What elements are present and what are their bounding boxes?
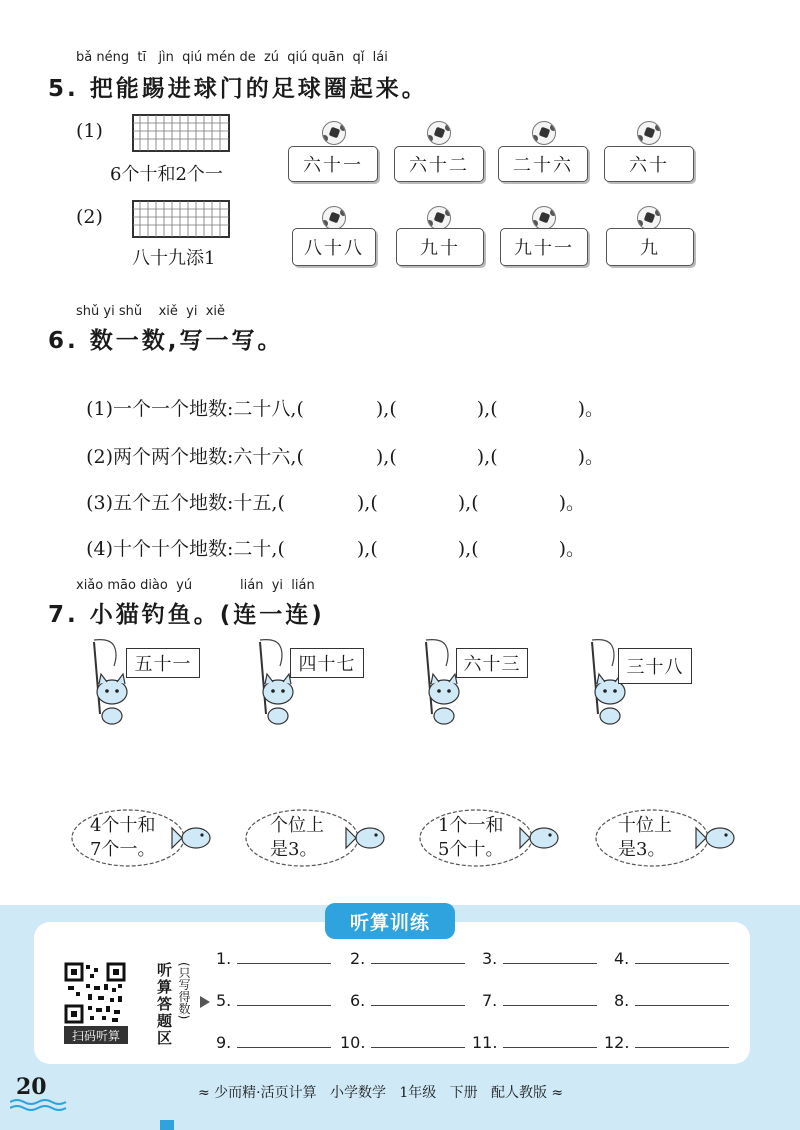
q5-row2-option-3[interactable]: 九十一 — [500, 228, 588, 266]
answer-item-10-number: 10. — [340, 1033, 366, 1052]
fish-3-line1: 1个一和 — [438, 815, 504, 836]
q6-line2-prefix: (2)两个两个地数:六十六,( — [86, 446, 304, 468]
answer-item-8[interactable] — [614, 991, 729, 1010]
fish-1-line1: 4个十和 — [90, 815, 156, 836]
soccer-ball-icon — [427, 206, 451, 230]
page-number: 20 — [16, 1074, 47, 1100]
soccer-ball-icon — [322, 121, 346, 145]
q5-row1-option-2[interactable]: 六十二 — [394, 146, 484, 182]
q6-line4-sep2: ),( — [457, 538, 479, 560]
answer-zone-note: (只写得数) — [177, 962, 191, 1020]
q7-pinyin-2: lián yi lián — [240, 578, 315, 593]
fish-4-line1: 十位上 — [618, 815, 672, 836]
goal-icon — [132, 114, 230, 152]
cat-sign-1[interactable]: 五十一 — [126, 648, 200, 678]
fish-4-line2: 是3。 — [618, 839, 666, 860]
answer-item-3[interactable] — [482, 949, 597, 968]
q6-pinyin: shǔ yi shǔ xiě yi xiě — [76, 304, 226, 319]
goal-icon — [132, 200, 230, 238]
answer-item-10[interactable] — [340, 1033, 465, 1052]
answer-item-6-number: 6. — [350, 991, 366, 1010]
q6-line2 — [74, 420, 604, 469]
answer-item-3-number: 3. — [482, 949, 498, 968]
cat-sign-4[interactable]: 三十八 — [618, 648, 692, 684]
answer-item-2-number: 2. — [350, 949, 366, 968]
answer-item-11-number: 11. — [472, 1033, 498, 1052]
soccer-ball-icon — [322, 206, 346, 230]
answer-item-4-number: 4. — [614, 949, 630, 968]
q6-line1-end: )。 — [577, 398, 605, 420]
q6-line4 — [74, 512, 585, 561]
q5-row1-option-4[interactable]: 六十 — [604, 146, 694, 182]
fish-2-line1: 个位上 — [270, 815, 324, 836]
q5-row2-number: (2) — [76, 206, 103, 228]
fish-1-text[interactable] — [90, 814, 155, 862]
fish-3-text[interactable] — [438, 814, 503, 862]
q5-row2-option-4[interactable]: 九 — [606, 228, 694, 266]
answer-item-2[interactable] — [350, 949, 465, 968]
listening-tab-title: 听算训练 — [325, 903, 455, 939]
soccer-ball-icon — [427, 121, 451, 145]
q7-title: 7. 小猫钓鱼。(连一连) — [48, 602, 325, 628]
answer-item-12-number: 12. — [604, 1033, 630, 1052]
answer-item-11[interactable] — [472, 1033, 597, 1052]
answer-zone-label: 听算答题区 — [155, 962, 173, 1047]
q6-line2-end: )。 — [577, 446, 605, 468]
q5-row1-option-1[interactable]: 六十一 — [288, 146, 378, 182]
q6-line3-sep1: ),( — [356, 492, 378, 514]
footer-text: ≈ 少而精·活页计算 小学数学 1年级 下册 配人教版 ≈ — [198, 1085, 564, 1101]
q6-title: 6. 数一数,写一写。 — [48, 328, 284, 354]
q6-line1-sep2: ),( — [476, 398, 498, 420]
footer-tab-mark — [160, 1120, 174, 1130]
q6-line4-prefix: (4)十个十个地数:二十,( — [86, 538, 285, 560]
answer-item-1-number: 1. — [216, 949, 232, 968]
answer-item-9[interactable] — [216, 1033, 331, 1052]
answer-item-1[interactable] — [216, 949, 331, 968]
qr-label: 扫码听算 — [64, 1026, 128, 1044]
cat-fishing-icon — [74, 636, 134, 726]
q6-line3-end: )。 — [558, 492, 586, 514]
soccer-ball-icon — [637, 121, 661, 145]
q6-line1-prefix: (1)一个一个地数:二十八,( — [86, 398, 304, 420]
q6-line2-sep1: ),( — [375, 446, 397, 468]
q5-row2-option-1[interactable]: 八十八 — [292, 228, 376, 266]
answer-item-4[interactable] — [614, 949, 729, 968]
qr-code-icon[interactable] — [64, 962, 126, 1024]
cat-sign-3[interactable]: 六十三 — [456, 648, 528, 678]
soccer-ball-icon — [532, 206, 556, 230]
q5-row2-description: 八十九添1 — [132, 248, 216, 269]
q6-line2-sep2: ),( — [476, 446, 498, 468]
q6-line4-end: )。 — [558, 538, 586, 560]
q5-row2-option-2[interactable]: 九十 — [396, 228, 484, 266]
q6-line3-sep2: ),( — [457, 492, 479, 514]
q5-row1-number: (1) — [76, 120, 103, 142]
answer-item-6[interactable] — [350, 991, 465, 1010]
arrow-right-icon — [199, 995, 211, 1009]
soccer-ball-icon — [532, 121, 556, 145]
answer-item-5[interactable] — [216, 991, 331, 1010]
answer-item-12[interactable] — [604, 1033, 729, 1052]
q6-line4-sep1: ),( — [356, 538, 378, 560]
q5-title: 5. 把能踢进球门的足球圈起来。 — [48, 76, 428, 102]
cat-sign-2[interactable]: 四十七 — [290, 648, 364, 678]
answer-item-8-number: 8. — [614, 991, 630, 1010]
wave-decoration-icon — [10, 1098, 70, 1112]
q5-row1-description: 6个十和2个一 — [110, 164, 223, 185]
answer-item-7-number: 7. — [482, 991, 498, 1010]
fish-3-line2: 5个十。 — [438, 839, 504, 860]
q6-line3 — [74, 466, 585, 515]
q6-line3-prefix: (3)五个五个地数:十五,( — [86, 492, 285, 514]
q6-line1 — [74, 372, 604, 421]
q7-pinyin-1: xiǎo māo diào yú — [76, 578, 193, 593]
fish-2-line2: 是3。 — [270, 839, 318, 860]
soccer-ball-icon — [637, 206, 661, 230]
q5-pinyin: bǎ néng tī jìn qiú mén de zú qiú quān qǐ lái — [76, 50, 388, 65]
answer-item-5-number: 5. — [216, 991, 232, 1010]
fish-4-text[interactable] — [618, 814, 672, 862]
fish-1-line2: 7个一。 — [90, 839, 156, 860]
answer-item-7[interactable] — [482, 991, 597, 1010]
fish-2-text[interactable] — [270, 814, 324, 862]
q6-line1-sep1: ),( — [375, 398, 397, 420]
q5-row1-option-3[interactable]: 二十六 — [498, 146, 588, 182]
answer-item-9-number: 9. — [216, 1033, 232, 1052]
